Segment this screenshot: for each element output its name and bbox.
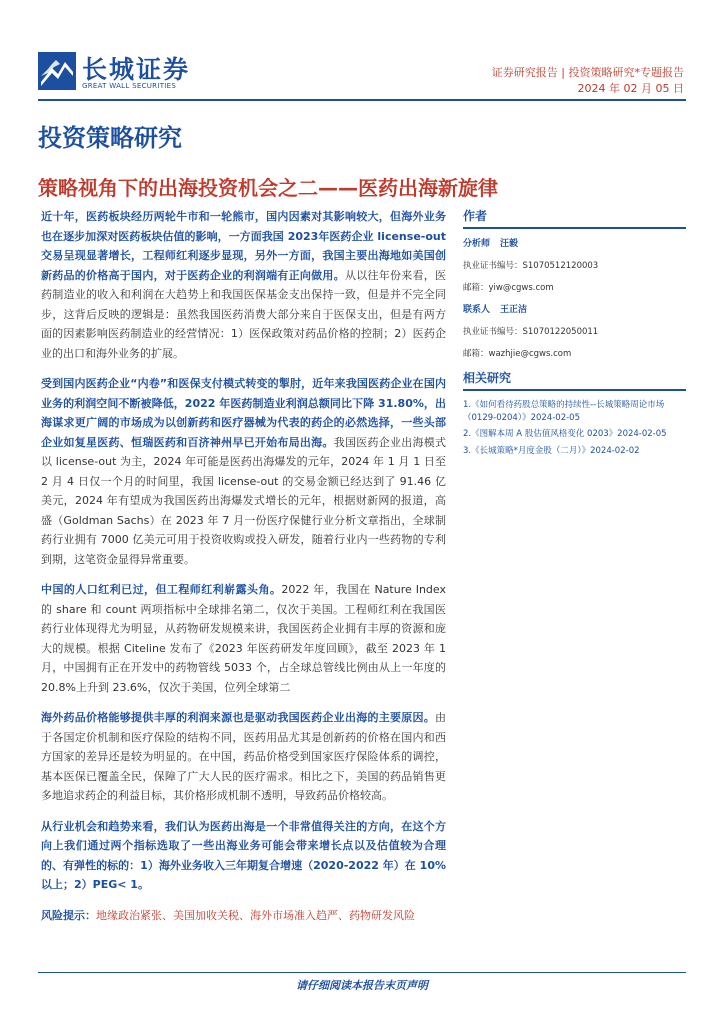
contact-email[interactable]: 邮箱：wazhjie@cgws.com <box>463 349 572 359</box>
contact-row <box>463 303 686 317</box>
paragraph-2 <box>41 374 446 569</box>
contact-label: 联系人 <box>463 305 491 315</box>
related-heading: 相关研究 <box>463 369 686 391</box>
related-item[interactable]: 1.《如何看待药股总策略的持续性--长城策略周论市场（0129-0204）》2024-02-05 <box>463 400 665 423</box>
analyst-cert: 执业证书编号：S1070512120003 <box>463 261 599 271</box>
paragraph-5 <box>41 817 446 895</box>
analyst-label: 分析师 <box>463 239 491 249</box>
report-category: 证券研究报告 | 投资策略研究*专题报告 <box>491 66 684 79</box>
contact-cert: 执业证书编号：S1070122050011 <box>463 327 599 337</box>
analyst-row <box>463 237 686 251</box>
paragraph-3 <box>41 580 446 697</box>
paragraph-2-highlight: 受到国内医药企业“内卷”和医保支付模式转变的掣肘，近年来我国医药企业在国内业务的利润空间不断被降低，2022 年医药制造业利润总额同比下降 31.80%，出海谋求更广阔的市场成为以创新药和医疗器械为代表的药企的必然选择，一些头部企业如复星医药、恒瑞医药和百济神州早已开始布局出海。 <box>41 377 446 449</box>
page-title: 投资策略研究 <box>38 124 182 152</box>
risk-label: 风险提示： <box>41 908 96 922</box>
analyst-name: 汪毅 <box>500 239 519 249</box>
paragraph-1-highlight: 近十年，医药板块经历两轮牛市和一轮熊市，国内因素对其影响较大，但海外业务也在逐步加深对医药板块估值的影响，一方面我国 2023年医药企业 license-out 交易呈现显著增长，工程师红利逐步显现，另外一方面，我国主要出海地如美国创新药品的价格高于国内，对于医药企业的利润端有正向做用。 <box>41 210 446 282</box>
paragraph-1 <box>41 207 446 363</box>
report-body <box>41 207 446 936</box>
paragraph-4-highlight: 海外药品价格能够提供丰厚的利润来源也是驱动我国医药企业出海的主要原因。 <box>41 711 435 724</box>
paragraph-3-highlight: 中国的人口红利已过，但工程师红利崭露头角。 <box>41 583 282 596</box>
paragraph-4 <box>41 708 446 806</box>
paragraph-5-highlight: 从行业机会和趋势来看，我们认为医药出海是一个非常值得关注的方向，在这个方向上我们通过两个指标选取了一些出海业务可能会带来增长点以及估值较为合理的、有弹性的标的：1）海外业务收入三年期复合增速（2020-2022 年）在 10%以上；2）PEG< 1。 <box>41 819 446 891</box>
related-item[interactable]: 3.《长城策略*月度金股（二月）》2024-02-02 <box>463 445 640 456</box>
logo-text-cn: 长城证券 <box>82 55 191 84</box>
contact-name: 王正洁 <box>500 305 528 315</box>
paragraph-3-text: 2022 年，我国在 Nature Index 的 share 和 count 两项指标中全球排名第二，仅次于美国。工程师红利在我国医药行业体现得尤为明显，从药物研发规模来讲，我国医药企业拥有丰厚的资源和庞大的规模。根据 Citeline 发布了《2023 年医药研发年度回顾》，截至 2023 年 1 月，中国拥有正在开发中的药物管线 5033 个，占全球总管线比例由从上一年度的 20.8%上升到 23.6%，仅次于美国，位列全球第二 <box>41 583 446 694</box>
footer-divider <box>38 972 686 973</box>
paragraph-2-text: 我国医药企业出海模式以 license-out 为主，2024 年可能是医药出海爆发的元年，2024 年 1 月 1 日至 2 月 4 日仅一个月的时间里，我国 license-out 的交易金额已经达到了 91.46 亿美元，2024 年有望成为我国医药出海爆发式增长的元年，根据财新网的报道，高盛（Goldman Sachs）在 2023 年 7 月一份医疗保健行业分析文章指出，全球制药行业拥有 7000 亿美元可用于投资收购或投入研发，随着行业内一些药物的专利到期，这笔资金显得异常重要。 <box>41 435 447 566</box>
logo-text-en: GREAT WALL SECURITIES <box>82 82 177 90</box>
related-item[interactable]: 2.《图解本周 A 股估值风格变化 0203》2024-02-05 <box>463 429 667 439</box>
authors-heading: 作者 <box>463 207 686 229</box>
analyst-email[interactable]: 邮箱：yiw@cgws.com <box>463 283 554 293</box>
risk-warning <box>41 906 446 926</box>
paragraph-1-text: 从以往年份来看，医药制造业的收入和利润在大趋势上和我国医保基金支出保持一致，但是并不完全同步，这背后反映的逻辑是：虽然我国医药消费大部分来自于医保支出，但是有两方面的因素影响医药制造业的经营情况：1）医保政策对药品价格的控制；2）医药企业的出口和海外业务的扩展。 <box>41 268 447 360</box>
report-subtitle: 策略视角下的出海投资机会之二——医药出海新旋律 <box>38 176 498 200</box>
sidebar <box>463 207 686 461</box>
great-wall-logo-icon <box>38 52 76 90</box>
paragraph-4-text: 由于各国定价机制和医疗保险的结构不同，医药用品尤其是创新药的价格在国内和西方国家的差异还是较为明显的。在中国，药品价格受到国家医疗保险体系的调控，基本医保已覆盖全民，保障了广大人民的医疗需求。相比之下，美国的药品销售更多地追求药企的利益目标，其价格形成机制不透明，导致药品价格较高。 <box>41 711 446 802</box>
risk-text: 地缘政治紧张、美国加收关税、海外市场准入趋严、药物研发风险 <box>96 908 415 922</box>
footer-disclaimer: 请仔细阅读本报告末页声明 <box>296 979 428 992</box>
report-date: 2024 年 02 月 05 日 <box>577 82 684 95</box>
header-divider <box>38 99 686 101</box>
